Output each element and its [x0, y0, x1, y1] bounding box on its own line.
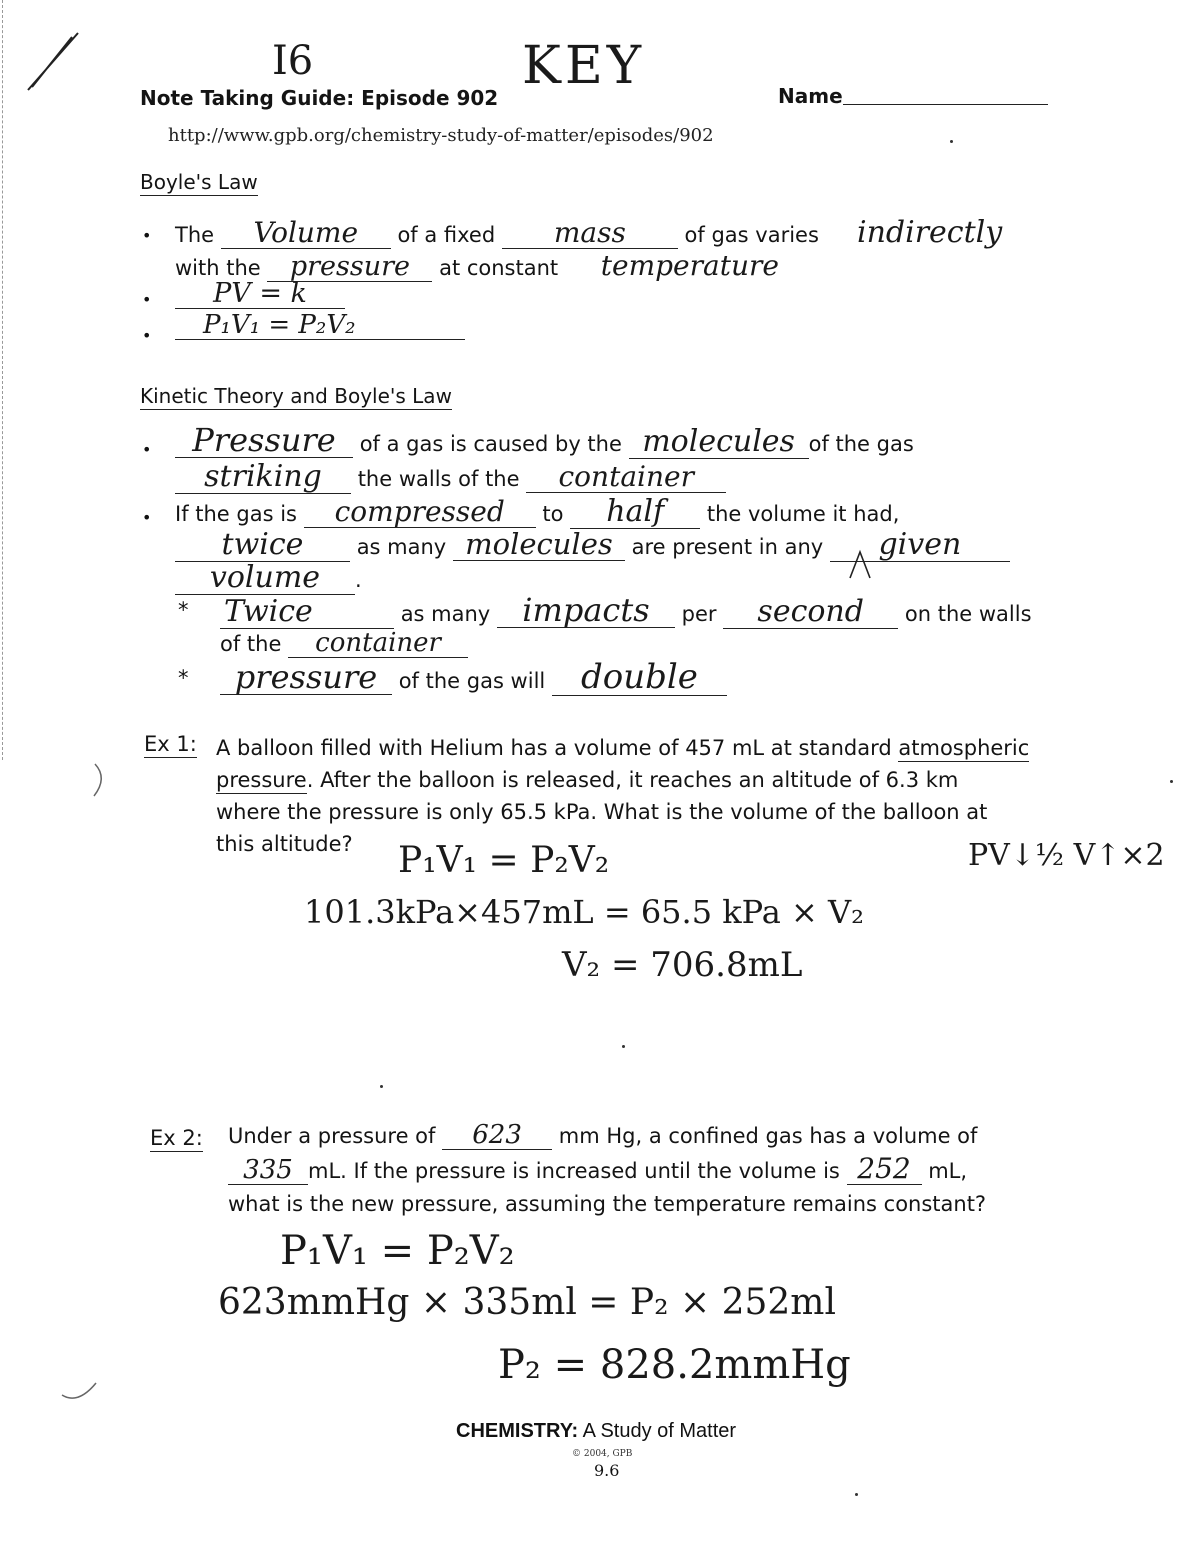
kinetic-sub-line-3 [220, 657, 727, 697]
answer-623: 623 [442, 1122, 552, 1150]
ex2-label: Ex 2: [150, 1126, 203, 1150]
ex2-line-2 [228, 1152, 968, 1185]
text: mm Hg, a confined gas has a volume of [558, 1124, 978, 1148]
text: as many [356, 535, 447, 559]
kinetic-line-1 [175, 421, 914, 459]
ex1-line-2 [216, 764, 1029, 796]
insert-caret-mark [846, 548, 876, 584]
pen-mark-top-left [20, 15, 80, 95]
scan-margin-line [2, 0, 5, 760]
text: the walls of the [357, 467, 520, 491]
name-label: Name [778, 84, 843, 108]
answer-half: half [570, 497, 700, 529]
scan-speck [622, 1045, 625, 1048]
answer-molecules: molecules [453, 530, 625, 561]
answer-temperature: temperature [600, 249, 779, 282]
class-code: I6 [272, 38, 314, 84]
boyles-line-1 [175, 215, 1034, 250]
text: the volume it had, [706, 502, 900, 526]
ex1-line-3: where the pressure is only 65.5 kPa. What is the volume of the balloon at [216, 800, 988, 824]
kinetic-line-4 [175, 527, 1010, 562]
sub-bullet-star: * [178, 598, 189, 622]
bullet: • [142, 508, 152, 527]
scan-speck [1170, 780, 1173, 783]
answer-pressure: Pressure [175, 424, 353, 458]
bullet: • [142, 440, 152, 459]
text: of a fixed [397, 223, 496, 247]
answer-boyles-equation: P₁V₁ = P₂V₂ [175, 312, 465, 340]
text: as many [400, 602, 491, 626]
key-label: KEY [522, 36, 646, 96]
text: of the [220, 632, 282, 656]
bullet: • [142, 290, 152, 309]
brand-rest: A Study of Matter [578, 1420, 737, 1442]
text: of the gas will [398, 669, 546, 693]
text: . [355, 568, 362, 592]
kinetic-sub-line-2 [220, 630, 468, 658]
guide-title: Note Taking Guide: Episode 902 [140, 86, 499, 110]
kinetic-heading: Kinetic Theory and Boyle's Law [140, 384, 452, 408]
answer-252: 252 [847, 1155, 922, 1185]
answer-pv-equals-k: PV = k [175, 280, 345, 309]
answer-indirectly: indirectly [856, 215, 1003, 250]
ex2-work-substitution: 623mmHg × 335ml = P₂ × 252ml [218, 1282, 836, 1323]
ex2-work-answer: P₂ = 828.2mmHg [498, 1342, 851, 1388]
ex2-line-3: what is the new pressure, assuming the temperature remains constant? [228, 1192, 987, 1216]
text: Under a pressure of [228, 1124, 436, 1148]
episode-url: http://www.gpb.org/chemistry-study-of-matter/episodes/902 [168, 125, 714, 146]
answer-volume: volume [175, 563, 355, 595]
text: of a gas is caused by the [359, 432, 622, 456]
answer-double: double [552, 660, 727, 696]
footer-brand [456, 1420, 736, 1443]
text: A balloon filled with Helium has a volume of 457 mL at standard [216, 736, 899, 760]
bullet: • [142, 326, 152, 345]
text-underlined: atmospheric [898, 736, 1030, 760]
bullet: • [142, 226, 152, 245]
scan-speck [855, 1493, 858, 1496]
answer-mass: mass [502, 219, 678, 249]
text: are present in any [631, 535, 824, 559]
answer-container: container [526, 463, 726, 493]
text: of the gas [808, 432, 914, 456]
text: per [681, 602, 717, 626]
boyles-law-heading: Boyle's Law [140, 170, 258, 194]
ex2-work-formula: P₁V₁ = P₂V₂ [280, 1228, 515, 1274]
ex1-line-4: this altitude? [216, 832, 353, 856]
ex1-side-note: PV↓½ V↑×2 [968, 838, 1165, 873]
brand-bold: CHEMISTRY: [456, 1420, 579, 1442]
sub-bullet-star: * [178, 666, 189, 690]
kinetic-sub-line-1 [220, 591, 1032, 629]
answer-335: 335 [228, 1157, 308, 1185]
answer-twice: Twice [220, 597, 394, 629]
answer-pressure: pressure [267, 253, 432, 282]
ex1-work-formula: P₁V₁ = P₂V₂ [398, 840, 610, 881]
name-field[interactable] [843, 104, 1048, 105]
footer-copyright: © 2004, GPB [572, 1449, 633, 1459]
kinetic-line-3 [175, 494, 900, 529]
text: on the walls [904, 602, 1032, 626]
kinetic-line-2 [175, 459, 726, 494]
answer-second: second [723, 597, 898, 629]
text: at constant [439, 256, 559, 280]
scan-speck [950, 140, 953, 143]
punch-hole-mark [80, 760, 110, 800]
text: mL, [928, 1159, 968, 1183]
kinetic-line-5 [175, 560, 362, 595]
ex2-line-1 [228, 1122, 977, 1150]
scan-speck [380, 1085, 383, 1088]
answer-given: given [830, 530, 1010, 562]
answer-volume: Volume [221, 219, 391, 249]
ex1-problem [216, 732, 1029, 860]
text: The [175, 223, 215, 247]
ex1-line-1 [216, 732, 1029, 764]
text: If the gas is [175, 502, 297, 526]
ex1-work-substitution: 101.3kPa×457mL = 65.5 kPa × V₂ [304, 893, 864, 931]
answer-striking: striking [175, 462, 351, 494]
answer-molecules: molecules [629, 427, 809, 459]
answer-impacts: impacts [497, 594, 675, 628]
ex1-label: Ex 1: [144, 732, 197, 756]
text: . After the balloon is released, it reaches an altitude of 6.3 km [306, 768, 959, 792]
text: of gas varies [684, 223, 819, 247]
text: mL. If the pressure is increased until the volume is [308, 1159, 840, 1183]
punch-hole-mark [60, 1375, 100, 1405]
answer-twice: twice [175, 530, 350, 562]
text: with the [175, 256, 261, 280]
answer-pressure: pressure [220, 661, 392, 695]
text-underlined: pressure [216, 768, 307, 792]
answer-compressed: compressed [304, 498, 536, 528]
answer-container: container [288, 630, 468, 658]
ex1-work-answer: V₂ = 706.8mL [562, 945, 803, 985]
text: to [542, 502, 564, 526]
page-number: 9.6 [594, 1461, 620, 1480]
